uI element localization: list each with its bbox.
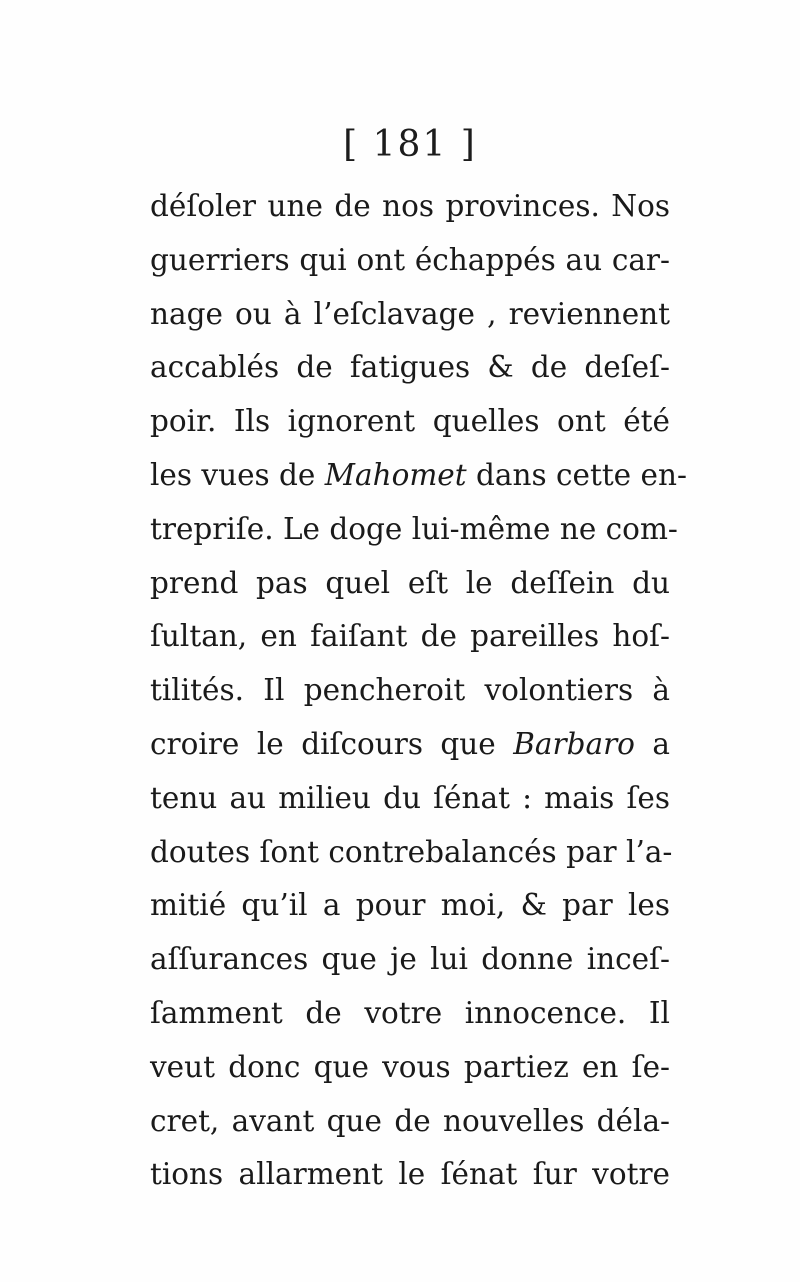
page-number: [ 181 ]	[343, 124, 477, 165]
text-segment: poir. Ils ignorent quelles ont été	[150, 404, 670, 439]
text-segment: tilités. Il pencheroit volontiers à	[150, 673, 670, 708]
text-segment: croire le diſcours que	[150, 726, 514, 761]
text-segment: prend pas quel eſt le deſſein du	[150, 565, 670, 600]
text-segment: ſultan, en faiſant de pareilles hoſ-	[150, 619, 670, 654]
text-line	[150, 180, 670, 234]
text-line	[150, 933, 670, 987]
text-line	[150, 987, 670, 1041]
text-line	[150, 557, 670, 611]
text-segment: accablés de fatigues & de deſeſ-	[150, 350, 670, 385]
text-segment: nage ou à l’eſclavage , reviennent	[150, 296, 670, 331]
text-segment: dans cette en-	[466, 457, 687, 492]
text-line	[150, 879, 670, 933]
text-line	[150, 288, 670, 342]
text-segment: trepriſe. Le doge lui-même ne com-	[150, 511, 678, 546]
text-line	[150, 503, 678, 557]
text-line	[150, 395, 670, 449]
text-segment: cret, avant que de nouvelles déla-	[150, 1103, 670, 1138]
text-line	[150, 772, 670, 826]
text-line	[150, 664, 670, 718]
text-segment: ſamment de votre innocence. Il	[150, 995, 670, 1030]
text-segment: les vues de	[150, 457, 325, 492]
text-line	[150, 449, 687, 503]
text-line	[150, 1041, 670, 1095]
text-segment: a	[634, 726, 670, 761]
text-line	[150, 826, 673, 880]
text-segment: tenu au milieu du ſénat : mais ſes	[150, 780, 670, 815]
text-segment: mitié qu’il a pour moi, & par les	[150, 888, 670, 923]
text-segment: veut donc que vous partiez en ſe-	[150, 1049, 670, 1084]
text-segment: déſoler une de nos provinces. Nos	[150, 189, 670, 223]
body-text	[150, 180, 687, 1202]
text-line	[150, 1148, 670, 1202]
text-line	[150, 610, 670, 664]
text-segment: doutes ſont contrebalancés par l’a-	[150, 834, 673, 869]
text-segment: tions allarment le ſénat ſur votre	[150, 1157, 670, 1192]
text-line	[150, 718, 670, 772]
text-line	[150, 234, 670, 288]
text-line	[150, 1095, 670, 1149]
text-segment: guerriers qui ont échappés au car-	[150, 242, 670, 277]
italic-name: Mahomet	[324, 457, 467, 492]
text-line	[150, 341, 670, 395]
text-segment: aſſurances que je lui donne inceſ-	[150, 942, 670, 977]
italic-name: Barbaro	[513, 726, 635, 761]
